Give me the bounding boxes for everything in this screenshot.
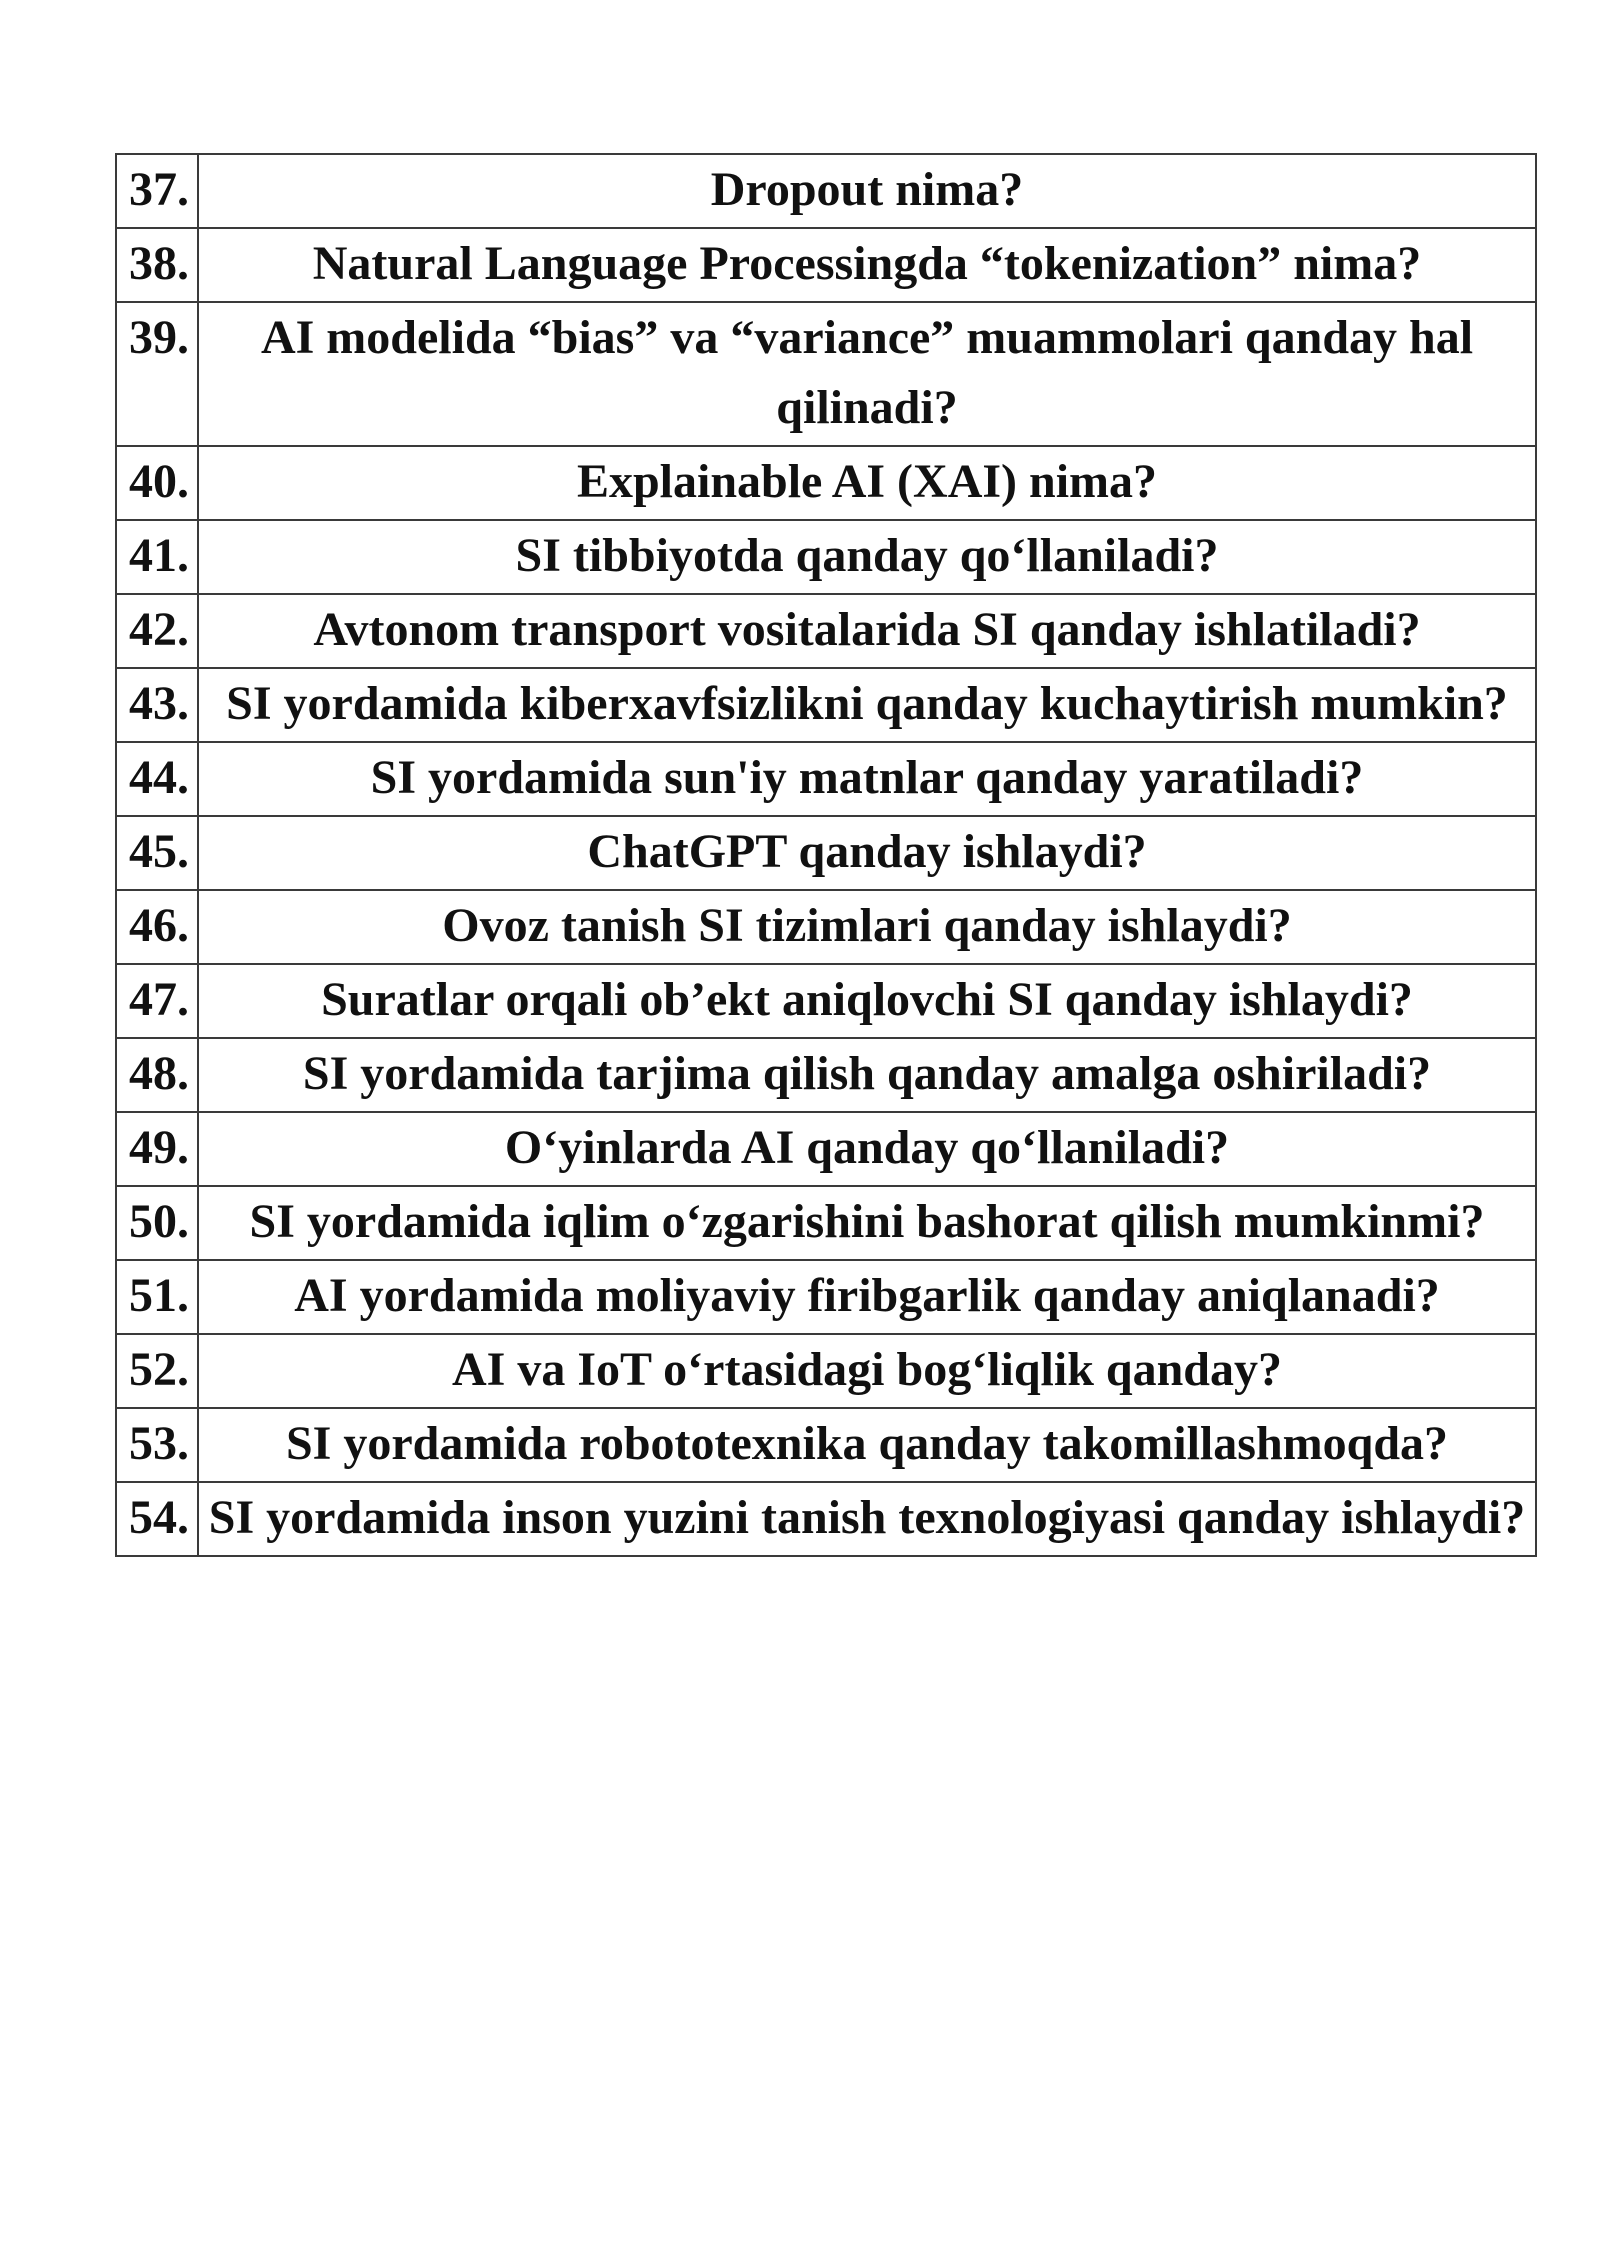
question-text: SI yordamida tarjima qilish qanday amalga oshiriladi? xyxy=(198,1038,1536,1112)
question-number-cell xyxy=(116,1112,198,1186)
question-number-dot: . xyxy=(177,603,189,656)
question-number: 50 xyxy=(129,1195,177,1248)
question-text: O‘yinlarda AI qanday qo‘llaniladi? xyxy=(198,1112,1536,1186)
question-number-dot: . xyxy=(177,1121,189,1174)
question-number-dot: . xyxy=(177,455,189,508)
question-row xyxy=(116,302,1536,446)
question-row xyxy=(116,1038,1536,1112)
question-row xyxy=(116,228,1536,302)
question-number: 49 xyxy=(129,1121,177,1174)
question-number: 38 xyxy=(129,237,177,290)
question-number-dot: . xyxy=(177,899,189,952)
question-number: 37 xyxy=(129,163,177,216)
question-number-dot: . xyxy=(177,311,189,364)
question-text: SI tibbiyotda qanday qo‘llaniladi? xyxy=(198,520,1536,594)
question-number-dot: . xyxy=(177,1195,189,1248)
question-number-dot: . xyxy=(177,1417,189,1470)
question-row xyxy=(116,1260,1536,1334)
question-text: SI yordamida iqlim o‘zgarishini bashorat qilish mumkinmi? xyxy=(198,1186,1536,1260)
question-text: Explainable AI (XAI) nima? xyxy=(198,446,1536,520)
question-number-dot: . xyxy=(177,1491,189,1544)
question-row xyxy=(116,668,1536,742)
question-number: 40 xyxy=(129,455,177,508)
questions-table xyxy=(115,153,1537,1557)
question-row xyxy=(116,1408,1536,1482)
question-number-dot: . xyxy=(177,825,189,878)
question-row xyxy=(116,446,1536,520)
question-number: 52 xyxy=(129,1343,177,1396)
question-number: 41 xyxy=(129,529,177,582)
question-row xyxy=(116,742,1536,816)
question-number-cell xyxy=(116,594,198,668)
question-number-cell xyxy=(116,1186,198,1260)
question-text: AI va IoT o‘rtasidagi bog‘liqlik qanday? xyxy=(198,1334,1536,1408)
question-text: Suratlar orqali ob’ekt aniqlovchi SI qanday ishlaydi? xyxy=(198,964,1536,1038)
question-number-dot: . xyxy=(177,1047,189,1100)
question-number-cell xyxy=(116,742,198,816)
question-text: Ovoz tanish SI tizimlari qanday ishlaydi? xyxy=(198,890,1536,964)
question-row xyxy=(116,594,1536,668)
question-number-cell xyxy=(116,302,198,446)
question-text: SI yordamida sun'iy matnlar qanday yaratiladi? xyxy=(198,742,1536,816)
question-number-dot: . xyxy=(177,1343,189,1396)
question-number: 45 xyxy=(129,825,177,878)
question-number-cell xyxy=(116,816,198,890)
question-text: Natural Language Processingda “tokenization” nima? xyxy=(198,228,1536,302)
question-text: SI yordamida inson yuzini tanish texnologiyasi qanday ishlaydi? xyxy=(198,1482,1536,1556)
question-text: Dropout nima? xyxy=(198,154,1536,228)
question-number: 51 xyxy=(129,1269,177,1322)
question-number-dot: . xyxy=(177,751,189,804)
question-number-cell xyxy=(116,668,198,742)
question-number-cell xyxy=(116,1038,198,1112)
question-number-cell xyxy=(116,520,198,594)
question-number: 44 xyxy=(129,751,177,804)
question-number-cell xyxy=(116,1408,198,1482)
question-number-dot: . xyxy=(177,973,189,1026)
question-row xyxy=(116,890,1536,964)
question-number-dot: . xyxy=(177,529,189,582)
question-number: 48 xyxy=(129,1047,177,1100)
question-number-dot: . xyxy=(177,677,189,730)
question-number-cell xyxy=(116,890,198,964)
question-text: Avtonom transport vositalarida SI qanday ishlatiladi? xyxy=(198,594,1536,668)
question-number: 54 xyxy=(129,1491,177,1544)
question-text: ChatGPT qanday ishlaydi? xyxy=(198,816,1536,890)
question-row xyxy=(116,520,1536,594)
question-number: 46 xyxy=(129,899,177,952)
question-row xyxy=(116,816,1536,890)
question-number: 43 xyxy=(129,677,177,730)
question-number-cell xyxy=(116,228,198,302)
question-number-cell xyxy=(116,446,198,520)
questions-table-body xyxy=(116,154,1536,1556)
question-number-cell xyxy=(116,1334,198,1408)
question-number-cell xyxy=(116,1260,198,1334)
question-number-cell xyxy=(116,154,198,228)
question-number: 42 xyxy=(129,603,177,656)
question-row xyxy=(116,1482,1536,1556)
question-text: SI yordamida kiberxavfsizlikni qanday kuchaytirish mumkin? xyxy=(198,668,1536,742)
question-number-dot: . xyxy=(177,1269,189,1322)
question-number: 53 xyxy=(129,1417,177,1470)
question-row xyxy=(116,964,1536,1038)
question-number-dot: . xyxy=(177,163,189,216)
question-text: AI yordamida moliyaviy firibgarlik qanday aniqlanadi? xyxy=(198,1260,1536,1334)
question-number-dot: . xyxy=(177,237,189,290)
question-row xyxy=(116,154,1536,228)
question-number: 39 xyxy=(129,311,177,364)
question-number-cell xyxy=(116,1482,198,1556)
question-number-cell xyxy=(116,964,198,1038)
question-row xyxy=(116,1186,1536,1260)
question-text: AI modelida “bias” va “variance” muammolari qanday hal qilinadi? xyxy=(198,302,1536,446)
question-text: SI yordamida robototexnika qanday takomillashmoqda? xyxy=(198,1408,1536,1482)
question-row xyxy=(116,1112,1536,1186)
question-row xyxy=(116,1334,1536,1408)
question-number: 47 xyxy=(129,973,177,1026)
